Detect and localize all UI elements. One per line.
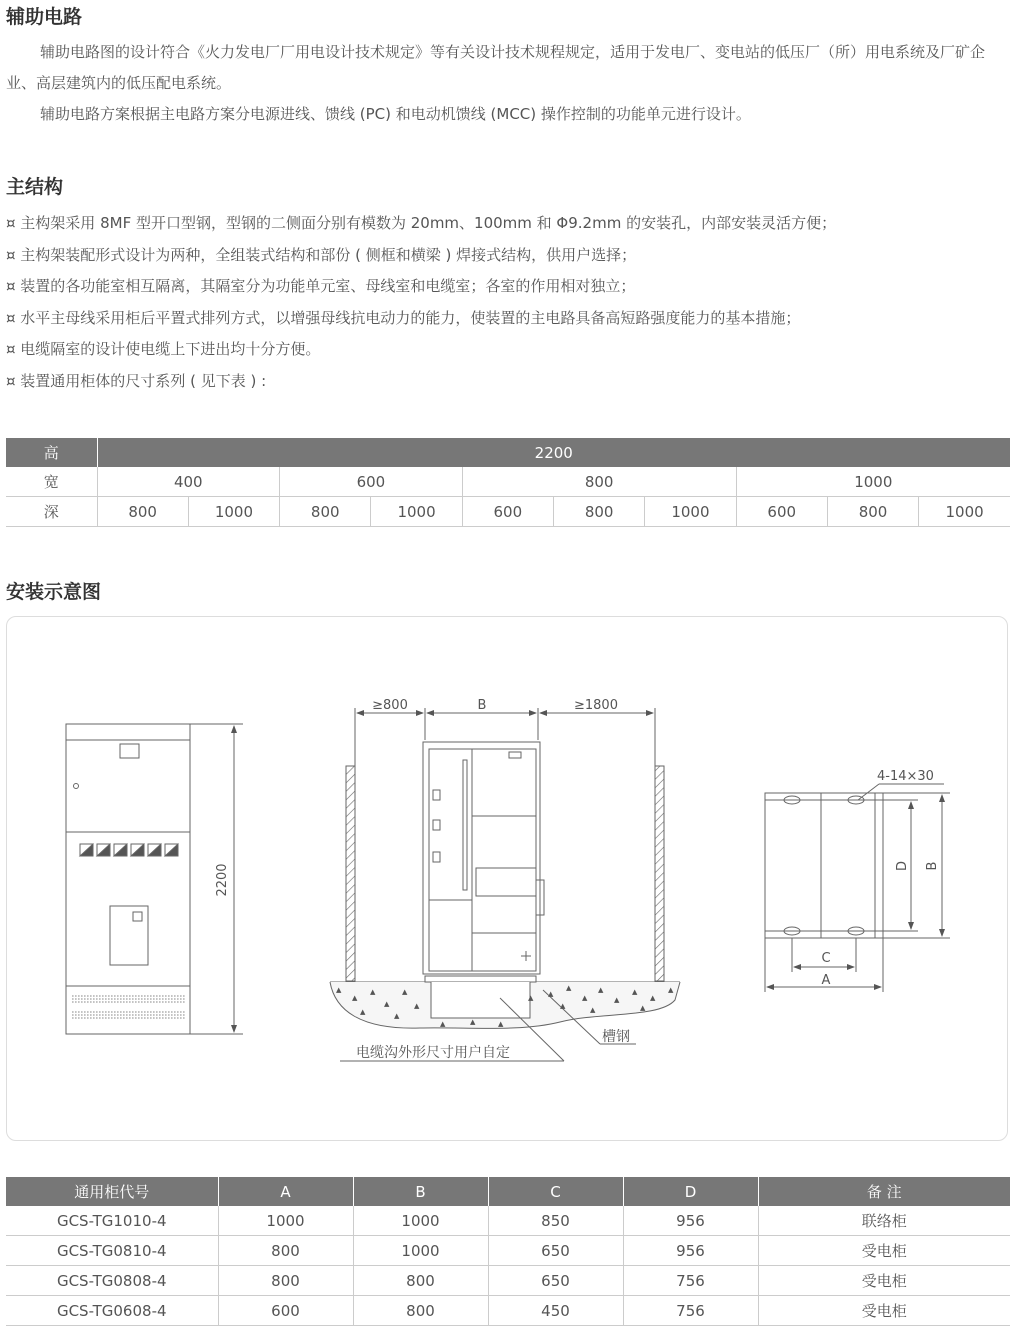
section-title-main: 主结构 bbox=[6, 176, 64, 198]
svg-text:▲: ▲ bbox=[668, 986, 674, 994]
table-cell: 800 bbox=[353, 1296, 488, 1326]
table-cell: 1000 bbox=[353, 1206, 488, 1236]
dim-height-label: 2200 bbox=[215, 863, 230, 897]
svg-text:▲: ▲ bbox=[336, 986, 342, 994]
svg-text:▲: ▲ bbox=[360, 1008, 366, 1016]
section-title-install: 安装示意图 bbox=[6, 581, 102, 603]
table-cell: 800 bbox=[218, 1236, 353, 1266]
table-cell: 联络柜 bbox=[758, 1206, 1010, 1236]
depth-value: 600 bbox=[462, 497, 553, 527]
depth-value: 1000 bbox=[919, 497, 1010, 527]
table-cell: GCS-TG0810-4 bbox=[6, 1236, 218, 1266]
list-item: ¤ 水平主母线采用柜后平置式排列方式，以增强母线抗电动力的能力，使装置的主电路具备高短路强度能力的基本措施； bbox=[6, 308, 801, 327]
depth-value: 1000 bbox=[371, 497, 462, 527]
svg-text:▲: ▲ bbox=[440, 1020, 446, 1028]
svg-text:▲: ▲ bbox=[384, 1000, 390, 1008]
height-value: 2200 bbox=[97, 438, 1010, 467]
width-label: 宽 bbox=[6, 467, 97, 497]
depth-label: 深 bbox=[6, 497, 97, 527]
width-value: 1000 bbox=[736, 467, 1010, 497]
table-cell: 受电柜 bbox=[758, 1296, 1010, 1326]
column-header: 备 注 bbox=[758, 1177, 1010, 1206]
cabinet-plan-view bbox=[765, 784, 950, 992]
table-cell: GCS-TG0608-4 bbox=[6, 1296, 218, 1326]
svg-text:▲: ▲ bbox=[352, 994, 358, 1002]
width-value: 600 bbox=[280, 467, 463, 497]
svg-text:▲: ▲ bbox=[498, 1020, 504, 1028]
depth-value: 1000 bbox=[645, 497, 736, 527]
table-cell: 650 bbox=[488, 1266, 623, 1296]
table-cell: 800 bbox=[218, 1266, 353, 1296]
svg-text:▲: ▲ bbox=[528, 994, 534, 1002]
column-header: 通用柜代号 bbox=[6, 1177, 218, 1206]
depth-value: 1000 bbox=[188, 497, 279, 527]
table-row bbox=[6, 1266, 1010, 1296]
svg-text:▲: ▲ bbox=[402, 988, 408, 996]
cabinet-side-view bbox=[330, 708, 680, 1061]
cable-trench-label: 电缆沟外形尺寸用户自定 bbox=[356, 1045, 510, 1061]
table-cell: 956 bbox=[623, 1206, 758, 1236]
list-item: ¤ 主构架采用 8MF 型开口型钢，型钢的二侧面分别有模数为 20mm、100mm 和 Φ9.2mm 的安装孔，内部安装灵活方便； bbox=[6, 214, 837, 232]
svg-text:▲: ▲ bbox=[590, 1006, 596, 1014]
svg-text:▲: ▲ bbox=[414, 1002, 420, 1010]
table-row bbox=[6, 1206, 1010, 1236]
svg-text:▲: ▲ bbox=[640, 1004, 646, 1012]
table-cell: GCS-TG1010-4 bbox=[6, 1206, 218, 1236]
aux-paragraph-1: 辅助电路图的设计符合《火力发电厂厂用电设计技术规定》等有关设计技术规程规定，适用于发电厂、变电站的低压厂（所）用电系统及厂矿企业、高层建筑内的低压配电系统。 bbox=[6, 43, 986, 92]
svg-text:▲: ▲ bbox=[560, 1002, 566, 1010]
table-cell: 受电柜 bbox=[758, 1236, 1010, 1266]
height-label: 高 bbox=[6, 438, 97, 467]
cabinet-dimension-table bbox=[6, 1177, 1010, 1326]
svg-text:▲: ▲ bbox=[370, 988, 376, 996]
section-title-aux: 辅助电路 bbox=[6, 6, 83, 28]
svg-text:▲: ▲ bbox=[614, 996, 620, 1004]
mounting-holes-label: 4-14×30 bbox=[877, 769, 934, 784]
depth-value: 600 bbox=[736, 497, 827, 527]
dim-d-label: D bbox=[895, 860, 910, 872]
table-cell: 450 bbox=[488, 1296, 623, 1326]
column-header: B bbox=[353, 1177, 488, 1206]
depth-value: 800 bbox=[280, 497, 371, 527]
svg-text:▲: ▲ bbox=[598, 986, 604, 994]
dim-a-label: A bbox=[821, 973, 831, 988]
aux-paragraph-2: 辅助电路方案根据主电路方案分电源进线、馈线 (PC) 和电动机馈线 (MCC) 操作控制的功能单元进行设计。 bbox=[40, 105, 751, 123]
svg-text:▲: ▲ bbox=[650, 994, 656, 1002]
width-value: 400 bbox=[97, 467, 280, 497]
dim-b-plan-label: B bbox=[925, 861, 940, 871]
table-cell: 650 bbox=[488, 1236, 623, 1266]
depth-value: 800 bbox=[97, 497, 188, 527]
table-header-row bbox=[6, 1177, 1010, 1206]
column-header: C bbox=[488, 1177, 623, 1206]
table-cell: 受电柜 bbox=[758, 1266, 1010, 1296]
table-cell: 956 bbox=[623, 1236, 758, 1266]
list-item: ¤ 装置通用柜体的尺寸系列 ( 见下表 ) : bbox=[6, 371, 267, 390]
svg-text:▲: ▲ bbox=[394, 1012, 400, 1020]
table-row bbox=[6, 1236, 1010, 1266]
vent-slots bbox=[72, 996, 186, 1018]
table-cell: 756 bbox=[623, 1266, 758, 1296]
column-header: A bbox=[218, 1177, 353, 1206]
svg-text:▲: ▲ bbox=[470, 1018, 476, 1026]
table-cell: 756 bbox=[623, 1296, 758, 1326]
svg-text:▲: ▲ bbox=[566, 984, 572, 992]
svg-text:▲: ▲ bbox=[582, 994, 588, 1002]
depth-value: 800 bbox=[553, 497, 644, 527]
dim-cabinet-depth: B bbox=[477, 698, 487, 713]
meter-row bbox=[80, 844, 178, 856]
table-cell: 600 bbox=[218, 1296, 353, 1326]
table-cell: 850 bbox=[488, 1206, 623, 1236]
table-cell: 800 bbox=[353, 1266, 488, 1296]
svg-text:▲: ▲ bbox=[548, 990, 554, 998]
table-cell: 1000 bbox=[353, 1236, 488, 1266]
svg-text:▲: ▲ bbox=[632, 988, 638, 996]
table-cell: 1000 bbox=[218, 1206, 353, 1236]
channel-steel-label: 槽钢 bbox=[602, 1029, 630, 1045]
width-value: 800 bbox=[462, 467, 736, 497]
dim-rear-clearance: ≥1800 bbox=[574, 698, 618, 713]
list-item: ¤ 主构架装配形式设计为两种，全组装式结构和部份 ( 侧框和横梁 ) 焊接式结构，供用户选择； bbox=[6, 245, 637, 264]
list-item: ¤ 装置的各功能室相互隔离，其隔室分为功能单元室、母线室和电缆室；各室的作用相对独立； bbox=[6, 277, 636, 295]
list-item: ¤ 电缆隔室的设计使电缆上下进出均十分方便。 bbox=[6, 340, 321, 358]
table-row bbox=[6, 1296, 1010, 1326]
depth-value: 800 bbox=[827, 497, 918, 527]
dim-c-label: C bbox=[821, 951, 831, 966]
table-cell: GCS-TG0808-4 bbox=[6, 1266, 218, 1296]
column-header: D bbox=[623, 1177, 758, 1206]
dim-front-clearance: ≥800 bbox=[372, 698, 408, 713]
